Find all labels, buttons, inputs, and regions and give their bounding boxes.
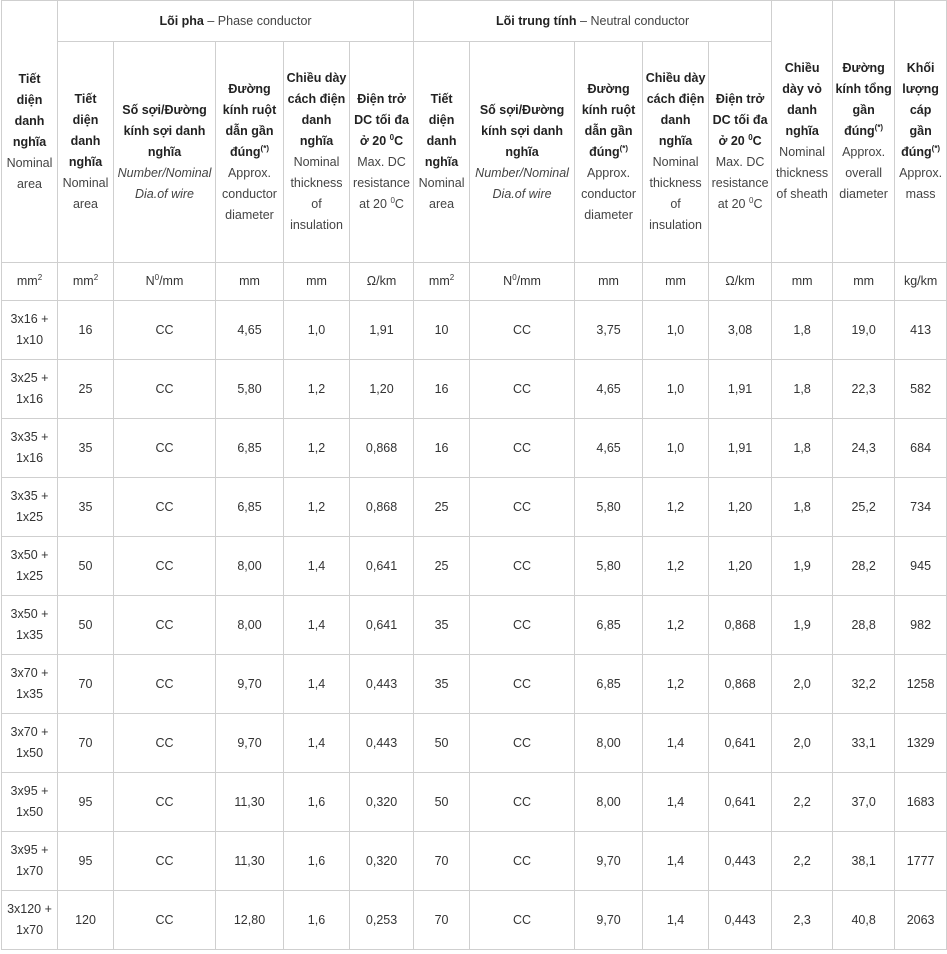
unit-neutral-resistance: Ω/km (709, 263, 772, 301)
cell-mass: 1683 (895, 773, 947, 832)
unit-phase-area-text: mm (72, 274, 94, 288)
col-phase-insulation-vi: Chiều dày cách điện danh nghĩa (286, 71, 347, 148)
cell-sheath: 1,8 (772, 360, 833, 419)
cell-p-dia: 5,80 (216, 360, 284, 419)
cell-n-res: 0,868 (709, 596, 772, 655)
cell-n-area: 25 (414, 537, 470, 596)
cell-p-wire: CC (114, 596, 216, 655)
cell-p-wire: CC (114, 773, 216, 832)
cell-size (2, 773, 58, 832)
cell-size (2, 301, 58, 360)
cell-size (2, 360, 58, 419)
cell-n-ins: 1,0 (643, 419, 709, 478)
cell-overall: 22,3 (833, 360, 895, 419)
col-neutral-wire-vi: Số sợi/Đường kính sợi danh nghĩa (479, 102, 565, 159)
col-phase-resistance-vi-a: Điện trở DC tối đa ở 20 (354, 92, 409, 148)
cell-n-area: 50 (414, 714, 470, 773)
col-phase-resistance-en-a: Max. DC resistance at 20 (353, 155, 411, 211)
unit-phase-wire (114, 263, 216, 301)
cell-p-area: 70 (58, 714, 114, 773)
cell-mass: 582 (895, 360, 947, 419)
cell-n-dia: 5,80 (575, 478, 643, 537)
col-phase-resistance-vi-b: C (394, 134, 404, 148)
unit-neutral-wire-a: N (503, 274, 513, 288)
col-sheath-en: Nominal thickness of sheath (776, 145, 829, 201)
cell-mass: 413 (895, 301, 947, 360)
col-phase-wire-vi: Số sợi/Đường kính sợi danh nghĩa (122, 102, 207, 159)
cell-size-line1: 3x95 + (10, 843, 49, 857)
cell-n-dia: 4,65 (575, 419, 643, 478)
cell-overall: 24,3 (833, 419, 895, 478)
cell-size-line2: 1x50 (15, 805, 44, 819)
col-neutral-resistance-vi-a: Điện trở DC tối đa ở 20 (712, 92, 768, 148)
col-overall-vi-text: Đường kính tổng gần đúng (835, 61, 892, 138)
col-neutral-diameter-vi-text: Đường kính ruột dẫn gần đúng (581, 81, 636, 159)
cell-n-res: 1,20 (709, 537, 772, 596)
col-neutral-resistance-en-a: Max. DC resistance at 20 (711, 155, 769, 211)
cell-mass: 1329 (895, 714, 947, 773)
unit-overall: mm (833, 263, 895, 301)
col-phase-resistance-en-sup: 0 (390, 195, 395, 205)
cell-p-res: 0,443 (350, 714, 414, 773)
cell-p-ins: 1,0 (284, 301, 350, 360)
cell-sheath: 2,0 (772, 655, 833, 714)
col-phase-resistance-vi (352, 89, 411, 152)
cell-overall: 25,2 (833, 478, 895, 537)
cell-overall: 40,8 (833, 891, 895, 950)
cell-p-area: 16 (58, 301, 114, 360)
table-body (2, 301, 947, 950)
unit-neutral-insulation: mm (643, 263, 709, 301)
cell-size (2, 537, 58, 596)
col-nominal-area-vi: Tiết diện danh nghĩa (12, 71, 47, 149)
cell-n-res: 0,868 (709, 655, 772, 714)
cell-p-wire: CC (114, 832, 216, 891)
col-neutral-diameter-en: Approx. conductor diameter (581, 165, 637, 222)
cell-mass: 945 (895, 537, 947, 596)
col-phase-diameter-vi (218, 79, 281, 163)
unit-phase-area-sup: 2 (93, 272, 99, 282)
unit-neutral-wire (470, 263, 575, 301)
group-neutral-vi: Lõi trung tính (496, 13, 577, 28)
col-neutral-insulation-en: Nominal thickness of insulation (649, 155, 702, 232)
cell-sheath: 1,8 (772, 478, 833, 537)
cell-mass: 982 (895, 596, 947, 655)
col-neutral-area (414, 42, 470, 263)
cell-n-area: 16 (414, 419, 470, 478)
col-mass-sup: (*) (931, 143, 941, 153)
cell-n-wire: CC (470, 537, 575, 596)
table-row (2, 773, 947, 832)
cell-n-wire: CC (470, 832, 575, 891)
cell-n-dia: 9,70 (575, 891, 643, 950)
cell-size-line1: 3x70 + (10, 666, 49, 680)
unit-area-main-text: mm (16, 274, 38, 288)
col-phase-wire (114, 42, 216, 263)
col-neutral-resistance-vi (711, 89, 769, 152)
cell-n-ins: 1,0 (643, 301, 709, 360)
cell-n-ins: 1,4 (643, 714, 709, 773)
cell-n-dia: 3,75 (575, 301, 643, 360)
cell-p-wire: CC (114, 478, 216, 537)
cell-p-area: 35 (58, 478, 114, 537)
unit-phase-insulation: mm (284, 263, 350, 301)
cell-n-res: 1,91 (709, 419, 772, 478)
cable-spec-table (1, 0, 947, 950)
cell-sheath: 2,2 (772, 773, 833, 832)
cell-n-area: 70 (414, 832, 470, 891)
cell-p-ins: 1,2 (284, 360, 350, 419)
cell-p-ins: 1,6 (284, 832, 350, 891)
cell-p-wire: CC (114, 891, 216, 950)
col-neutral-diameter-vi (577, 79, 640, 163)
cell-n-dia: 8,00 (575, 773, 643, 832)
cell-sheath: 2,3 (772, 891, 833, 950)
cell-size-line1: 3x70 + (10, 725, 49, 739)
cell-size-line2: 1x25 (15, 569, 44, 583)
cell-mass: 2063 (895, 891, 947, 950)
table-row (2, 655, 947, 714)
cell-size (2, 419, 58, 478)
table-row (2, 419, 947, 478)
cell-n-res: 0,443 (709, 832, 772, 891)
cell-size-line2: 1x35 (15, 687, 44, 701)
cell-size-line1: 3x120 + (7, 902, 52, 916)
cell-n-dia: 6,85 (575, 596, 643, 655)
table-row (2, 596, 947, 655)
group-phase-en: – Phase conductor (203, 13, 312, 28)
cell-p-ins: 1,4 (284, 655, 350, 714)
cell-p-area: 25 (58, 360, 114, 419)
col-phase-insulation (284, 42, 350, 263)
cell-n-wire: CC (470, 419, 575, 478)
col-nominal-area (2, 1, 58, 263)
col-phase-diameter (216, 42, 284, 263)
cell-n-ins: 1,2 (643, 655, 709, 714)
unit-phase-wire-sup: 0 (154, 272, 160, 282)
col-mass-vi (897, 58, 944, 163)
col-neutral-resistance-en-b: C (753, 197, 763, 211)
group-phase-vi: Lõi pha (159, 13, 204, 28)
cell-mass: 1258 (895, 655, 947, 714)
cell-p-ins: 1,6 (284, 773, 350, 832)
col-mass-en: Approx. mass (899, 166, 943, 201)
unit-sheath: mm (772, 263, 833, 301)
table-row (2, 714, 947, 773)
cell-size-line2: 1x10 (15, 333, 44, 347)
cell-p-res: 1,20 (350, 360, 414, 419)
cell-p-area: 120 (58, 891, 114, 950)
table-row (2, 360, 947, 419)
cell-p-wire: CC (114, 537, 216, 596)
unit-phase-resistance: Ω/km (350, 263, 414, 301)
cell-sheath: 1,8 (772, 301, 833, 360)
cell-mass: 734 (895, 478, 947, 537)
col-neutral-insulation (643, 42, 709, 263)
col-neutral-insulation-vi: Chiều dày cách điện danh nghĩa (645, 71, 706, 148)
cell-p-res: 0,641 (350, 596, 414, 655)
cell-size-line1: 3x35 + (10, 430, 49, 444)
cell-p-ins: 1,6 (284, 891, 350, 950)
cell-n-wire: CC (470, 891, 575, 950)
cell-sheath: 1,9 (772, 596, 833, 655)
cell-size (2, 655, 58, 714)
col-neutral-wire (470, 42, 575, 263)
cell-size-line1: 3x50 + (10, 607, 49, 621)
col-neutral-resistance-vi-b: C (752, 134, 762, 148)
cell-p-area: 50 (58, 537, 114, 596)
cell-n-wire: CC (470, 360, 575, 419)
unit-neutral-area-sup: 2 (449, 272, 455, 282)
col-mass-vi-text: Khối lượng cáp gần đúng (901, 61, 939, 159)
cell-p-dia: 9,70 (216, 714, 284, 773)
group-neutral-conductor (414, 1, 772, 42)
col-phase-area (58, 42, 114, 263)
col-sheath-vi: Chiều dày vỏ danh nghĩa (782, 61, 822, 138)
unit-neutral-area-text: mm (428, 274, 450, 288)
cell-size (2, 596, 58, 655)
cell-overall: 37,0 (833, 773, 895, 832)
cell-p-area: 95 (58, 832, 114, 891)
cell-sheath: 2,2 (772, 832, 833, 891)
cell-size-line2: 1x50 (15, 746, 44, 760)
col-neutral-diameter (575, 42, 643, 263)
col-phase-resistance (350, 42, 414, 263)
cell-size-line1: 3x25 + (10, 371, 49, 385)
cell-n-area: 25 (414, 478, 470, 537)
cell-n-ins: 1,4 (643, 773, 709, 832)
unit-area-main-sup: 2 (37, 272, 43, 282)
cell-p-ins: 1,2 (284, 419, 350, 478)
cell-p-wire: CC (114, 714, 216, 773)
cell-p-dia: 9,70 (216, 655, 284, 714)
cell-p-res: 0,443 (350, 655, 414, 714)
col-phase-resistance-en (352, 152, 411, 215)
cell-sheath: 1,8 (772, 419, 833, 478)
cell-p-dia: 6,85 (216, 478, 284, 537)
cell-p-dia: 11,30 (216, 773, 284, 832)
cell-n-ins: 1,2 (643, 596, 709, 655)
col-nominal-area-en: Nominal area (6, 155, 53, 191)
unit-phase-diameter: mm (216, 263, 284, 301)
col-phase-diameter-en: Approx. conductor diameter (222, 165, 277, 222)
cell-overall: 33,1 (833, 714, 895, 773)
cell-size-line1: 3x50 + (10, 548, 49, 562)
unit-neutral-area (414, 263, 470, 301)
cell-mass: 684 (895, 419, 947, 478)
col-phase-resistance-vi-sup: 0 (389, 132, 395, 142)
cell-overall: 38,1 (833, 832, 895, 891)
cell-p-wire: CC (114, 301, 216, 360)
col-neutral-resistance-vi-sup: 0 (748, 132, 753, 142)
cell-p-res: 0,868 (350, 419, 414, 478)
cell-p-ins: 1,2 (284, 478, 350, 537)
col-phase-diameter-vi-text: Đường kính ruột dẫn gần đúng (222, 81, 277, 159)
cell-n-dia: 6,85 (575, 655, 643, 714)
cell-n-wire: CC (470, 301, 575, 360)
cell-n-res: 0,641 (709, 714, 772, 773)
cell-p-dia: 11,30 (216, 832, 284, 891)
col-neutral-resistance-en-sup: 0 (748, 195, 754, 205)
col-neutral-area-en: Nominal area (418, 176, 465, 211)
cell-n-area: 16 (414, 360, 470, 419)
cell-n-dia: 9,70 (575, 832, 643, 891)
table-header (2, 1, 947, 301)
cell-p-wire: CC (114, 419, 216, 478)
unit-neutral-diameter: mm (575, 263, 643, 301)
cell-n-wire: CC (470, 714, 575, 773)
cell-n-area: 10 (414, 301, 470, 360)
cell-mass: 1777 (895, 832, 947, 891)
cell-size-line1: 3x95 + (10, 784, 49, 798)
table-row (2, 537, 947, 596)
cell-sheath: 2,0 (772, 714, 833, 773)
cell-n-wire: CC (470, 773, 575, 832)
cell-n-res: 1,91 (709, 360, 772, 419)
cell-n-wire: CC (470, 596, 575, 655)
unit-neutral-wire-b: /mm (516, 274, 541, 288)
unit-phase-wire-a: N (145, 274, 155, 288)
col-neutral-resistance (709, 42, 772, 263)
cell-size (2, 714, 58, 773)
table-row (2, 891, 947, 950)
cell-overall: 28,8 (833, 596, 895, 655)
cell-size-line2: 1x16 (15, 451, 44, 465)
cell-p-ins: 1,4 (284, 537, 350, 596)
cell-n-area: 70 (414, 891, 470, 950)
cell-n-wire: CC (470, 478, 575, 537)
cell-n-res: 3,08 (709, 301, 772, 360)
cell-size-line2: 1x25 (15, 510, 44, 524)
unit-phase-area (58, 263, 114, 301)
cell-n-dia: 4,65 (575, 360, 643, 419)
units-row (2, 263, 947, 301)
cell-n-area: 35 (414, 655, 470, 714)
cell-p-dia: 6,85 (216, 419, 284, 478)
cell-n-res: 0,443 (709, 891, 772, 950)
cell-size (2, 832, 58, 891)
cell-p-res: 0,641 (350, 537, 414, 596)
cell-n-area: 50 (414, 773, 470, 832)
cell-n-ins: 1,0 (643, 360, 709, 419)
cell-overall: 28,2 (833, 537, 895, 596)
cell-p-area: 95 (58, 773, 114, 832)
unit-mass: kg/km (895, 263, 947, 301)
cell-size-line1: 3x35 + (10, 489, 49, 503)
cell-n-ins: 1,2 (643, 537, 709, 596)
cell-size-line2: 1x35 (15, 628, 44, 642)
col-neutral-resistance-en (711, 152, 769, 215)
cell-overall: 19,0 (833, 301, 895, 360)
col-phase-resistance-en-b: C (394, 197, 404, 211)
col-neutral-area-vi: Tiết diện danh nghĩa (424, 92, 459, 169)
cell-n-res: 1,20 (709, 478, 772, 537)
cell-p-dia: 4,65 (216, 301, 284, 360)
unit-neutral-wire-sup: 0 (512, 272, 517, 282)
col-phase-wire-en: Number/Nominal Dia.of wire (117, 165, 212, 201)
cell-p-area: 35 (58, 419, 114, 478)
cell-n-dia: 5,80 (575, 537, 643, 596)
cell-p-dia: 12,80 (216, 891, 284, 950)
col-overall-diameter (833, 1, 895, 263)
cell-p-area: 50 (58, 596, 114, 655)
cell-p-res: 0,320 (350, 773, 414, 832)
group-neutral-en: – Neutral conductor (576, 13, 690, 28)
cell-p-wire: CC (114, 655, 216, 714)
col-overall-sup: (*) (874, 122, 884, 132)
cell-p-wire: CC (114, 360, 216, 419)
cell-p-res: 0,868 (350, 478, 414, 537)
col-neutral-wire-en: Number/Nominal Dia.of wire (475, 165, 569, 201)
unit-phase-wire-b: /mm (159, 274, 184, 288)
cell-size-line1: 3x16 + (10, 312, 49, 326)
unit-area-main (2, 263, 58, 301)
cell-n-ins: 1,4 (643, 891, 709, 950)
cell-n-ins: 1,2 (643, 478, 709, 537)
table-row (2, 832, 947, 891)
col-neutral-diameter-sup: (*) (619, 143, 629, 153)
table-row (2, 301, 947, 360)
col-phase-area-vi: Tiết diện danh nghĩa (68, 92, 103, 169)
table-row (2, 478, 947, 537)
group-phase-conductor (58, 1, 414, 42)
cell-n-area: 35 (414, 596, 470, 655)
cell-size-line2: 1x70 (15, 864, 44, 878)
col-phase-insulation-en: Nominal thickness of insulation (290, 155, 343, 232)
cell-size-line2: 1x16 (15, 392, 44, 406)
col-overall-vi (835, 58, 892, 142)
cell-size-line2: 1x70 (15, 923, 44, 937)
cell-p-res: 1,91 (350, 301, 414, 360)
cell-p-ins: 1,4 (284, 714, 350, 773)
cell-overall: 32,2 (833, 655, 895, 714)
cell-p-dia: 8,00 (216, 596, 284, 655)
cell-p-dia: 8,00 (216, 537, 284, 596)
col-sheath-thickness (772, 1, 833, 263)
cell-n-wire: CC (470, 655, 575, 714)
cell-p-area: 70 (58, 655, 114, 714)
col-mass (895, 1, 947, 263)
col-phase-area-en: Nominal area (62, 176, 109, 211)
cell-size (2, 478, 58, 537)
cell-n-res: 0,641 (709, 773, 772, 832)
cell-p-res: 0,320 (350, 832, 414, 891)
col-phase-diameter-sup: (*) (260, 143, 269, 153)
col-overall-en: Approx. overall diameter (839, 145, 888, 201)
cell-sheath: 1,9 (772, 537, 833, 596)
cell-n-ins: 1,4 (643, 832, 709, 891)
cell-p-res: 0,253 (350, 891, 414, 950)
cell-n-dia: 8,00 (575, 714, 643, 773)
cell-size (2, 891, 58, 950)
cell-p-ins: 1,4 (284, 596, 350, 655)
